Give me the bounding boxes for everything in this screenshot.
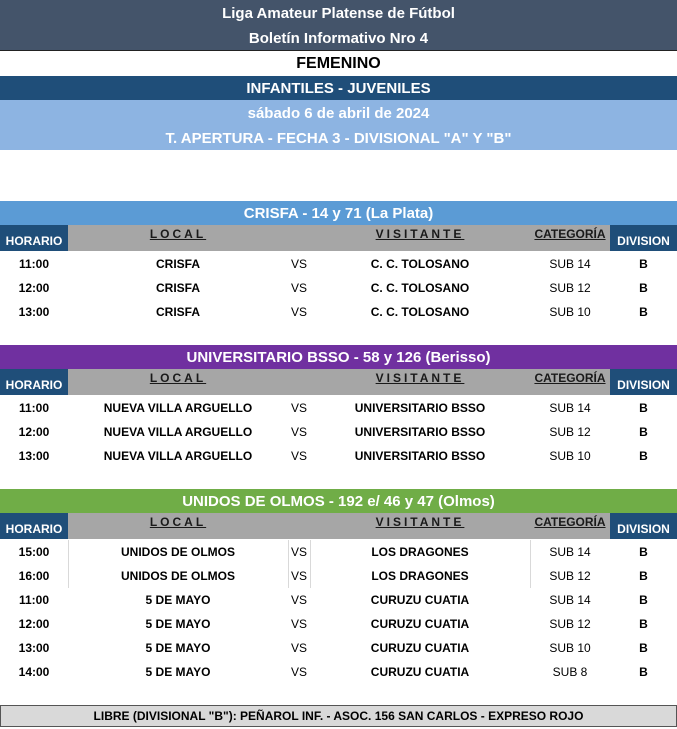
match-vs: VS <box>290 617 307 631</box>
match-vs: VS <box>290 641 307 655</box>
match-division: B <box>639 305 648 319</box>
match-vs: VS <box>290 569 307 583</box>
match-visitor: CURUZU CUATIA <box>370 617 470 631</box>
match-visitor: UNIVERSITARIO BSSO <box>354 449 486 463</box>
col-division: DIVISION <box>610 225 677 251</box>
venue-header: UNIDOS DE OLMOS - 192 e/ 46 y 47 (Olmos) <box>0 489 677 513</box>
column-header-row <box>0 369 677 395</box>
tournament-title: T. APERTURA - FECHA 3 - DIVISIONAL "A" Y "B" <box>0 126 677 150</box>
date-title: sábado 6 de abril de 2024 <box>0 100 677 126</box>
match-visitor: C. C. TOLOSANO <box>370 257 470 271</box>
match-category: SUB 12 <box>549 569 591 583</box>
match-category: SUB 14 <box>549 257 591 271</box>
match-visitor: UNIVERSITARIO BSSO <box>354 401 486 415</box>
match-division: B <box>639 545 648 559</box>
col-horario: HORARIO <box>0 513 68 539</box>
table-row <box>0 660 677 684</box>
col-categoria: CATEGORÍA <box>534 227 606 241</box>
col-categoria: CATEGORÍA <box>534 371 606 385</box>
match-time: 13:00 <box>18 449 50 463</box>
venue-header: UNIVERSITARIO BSSO - 58 y 126 (Berisso) <box>0 345 677 369</box>
match-division: B <box>639 449 648 463</box>
match-local: CRISFA <box>155 305 200 319</box>
table-row <box>0 444 677 468</box>
match-division: B <box>639 257 648 271</box>
match-division: B <box>639 281 648 295</box>
match-division: B <box>639 425 648 439</box>
match-division: B <box>639 593 648 607</box>
table-row <box>0 636 677 660</box>
col-local: LOCAL <box>149 227 207 241</box>
match-visitor: CURUZU CUATIA <box>370 665 470 679</box>
venue-header: CRISFA - 14 y 71 (La Plata) <box>0 201 677 225</box>
match-vs: VS <box>290 281 307 295</box>
match-division: B <box>639 401 648 415</box>
match-category: SUB 12 <box>549 617 591 631</box>
match-visitor: CURUZU CUATIA <box>370 641 470 655</box>
match-local: NUEVA VILLA ARGUELLO <box>103 401 253 415</box>
match-local: CRISFA <box>155 257 200 271</box>
column-header-row <box>0 513 677 539</box>
match-time: 11:00 <box>18 593 50 607</box>
match-visitor: CURUZU CUATIA <box>370 593 470 607</box>
match-division: B <box>639 569 648 583</box>
match-visitor: LOS DRAGONES <box>371 545 469 559</box>
col-division: DIVISION <box>610 369 677 395</box>
col-local: LOCAL <box>149 515 207 529</box>
col-horario: HORARIO <box>0 369 68 395</box>
match-vs: VS <box>290 425 307 439</box>
match-vs: VS <box>290 593 307 607</box>
match-vs: VS <box>290 665 307 679</box>
match-division: B <box>639 617 648 631</box>
col-local: LOCAL <box>149 371 207 385</box>
table-row <box>0 540 677 564</box>
match-category: SUB 14 <box>549 593 591 607</box>
match-local: UNIDOS DE OLMOS <box>120 569 235 583</box>
table-row <box>0 252 677 276</box>
match-visitor: C. C. TOLOSANO <box>370 305 470 319</box>
match-local: 5 DE MAYO <box>145 641 211 655</box>
col-visitante: VISITANTE <box>375 227 465 241</box>
match-category: SUB 14 <box>549 545 591 559</box>
match-category: SUB 14 <box>549 401 591 415</box>
match-visitor: UNIVERSITARIO BSSO <box>354 425 486 439</box>
match-category: SUB 12 <box>549 281 591 295</box>
col-horario: HORARIO <box>0 225 68 251</box>
match-time: 11:00 <box>18 257 50 271</box>
match-local: 5 DE MAYO <box>145 617 211 631</box>
match-vs: VS <box>290 401 307 415</box>
match-division: B <box>639 665 648 679</box>
match-category: SUB 10 <box>549 305 591 319</box>
match-category: SUB 10 <box>549 641 591 655</box>
table-row <box>0 276 677 300</box>
table-row <box>0 612 677 636</box>
match-time: 15:00 <box>18 545 50 559</box>
league-title: Liga Amateur Platense de Fútbol <box>0 0 677 26</box>
match-visitor: LOS DRAGONES <box>371 569 469 583</box>
free-teams-note: LIBRE (DIVISIONAL "B"): PEÑAROL INF. - ASOC. 156 SAN CARLOS - EXPRESO ROJO <box>0 705 677 727</box>
match-local: 5 DE MAYO <box>145 665 211 679</box>
match-vs: VS <box>290 545 307 559</box>
match-local: NUEVA VILLA ARGUELLO <box>103 425 253 439</box>
table-row <box>0 300 677 324</box>
match-division: B <box>639 641 648 655</box>
col-visitante: VISITANTE <box>375 515 465 529</box>
match-local: CRISFA <box>155 281 200 295</box>
match-category: SUB 12 <box>549 425 591 439</box>
match-vs: VS <box>290 257 307 271</box>
col-categoria: CATEGORÍA <box>534 515 606 529</box>
match-time: 12:00 <box>18 617 50 631</box>
match-time: 11:00 <box>18 401 50 415</box>
column-header-row <box>0 225 677 251</box>
col-division: DIVISION <box>610 513 677 539</box>
match-time: 12:00 <box>18 281 50 295</box>
table-row <box>0 396 677 420</box>
match-local: NUEVA VILLA ARGUELLO <box>103 449 253 463</box>
branch-title: FEMENINO <box>0 50 677 76</box>
col-visitante: VISITANTE <box>375 371 465 385</box>
match-local: 5 DE MAYO <box>145 593 211 607</box>
table-row <box>0 420 677 444</box>
match-vs: VS <box>290 449 307 463</box>
match-time: 16:00 <box>18 569 50 583</box>
match-time: 13:00 <box>18 305 50 319</box>
bulletin-title: Boletín Informativo Nro 4 <box>0 26 677 50</box>
match-local: UNIDOS DE OLMOS <box>120 545 235 559</box>
match-time: 12:00 <box>18 425 50 439</box>
match-vs: VS <box>290 305 307 319</box>
match-time: 13:00 <box>18 641 50 655</box>
match-category: SUB 8 <box>552 665 588 679</box>
categories-title: INFANTILES - JUVENILES <box>0 76 677 100</box>
match-category: SUB 10 <box>549 449 591 463</box>
table-row <box>0 564 677 588</box>
match-time: 14:00 <box>18 665 50 679</box>
table-row <box>0 588 677 612</box>
match-visitor: C. C. TOLOSANO <box>370 281 470 295</box>
